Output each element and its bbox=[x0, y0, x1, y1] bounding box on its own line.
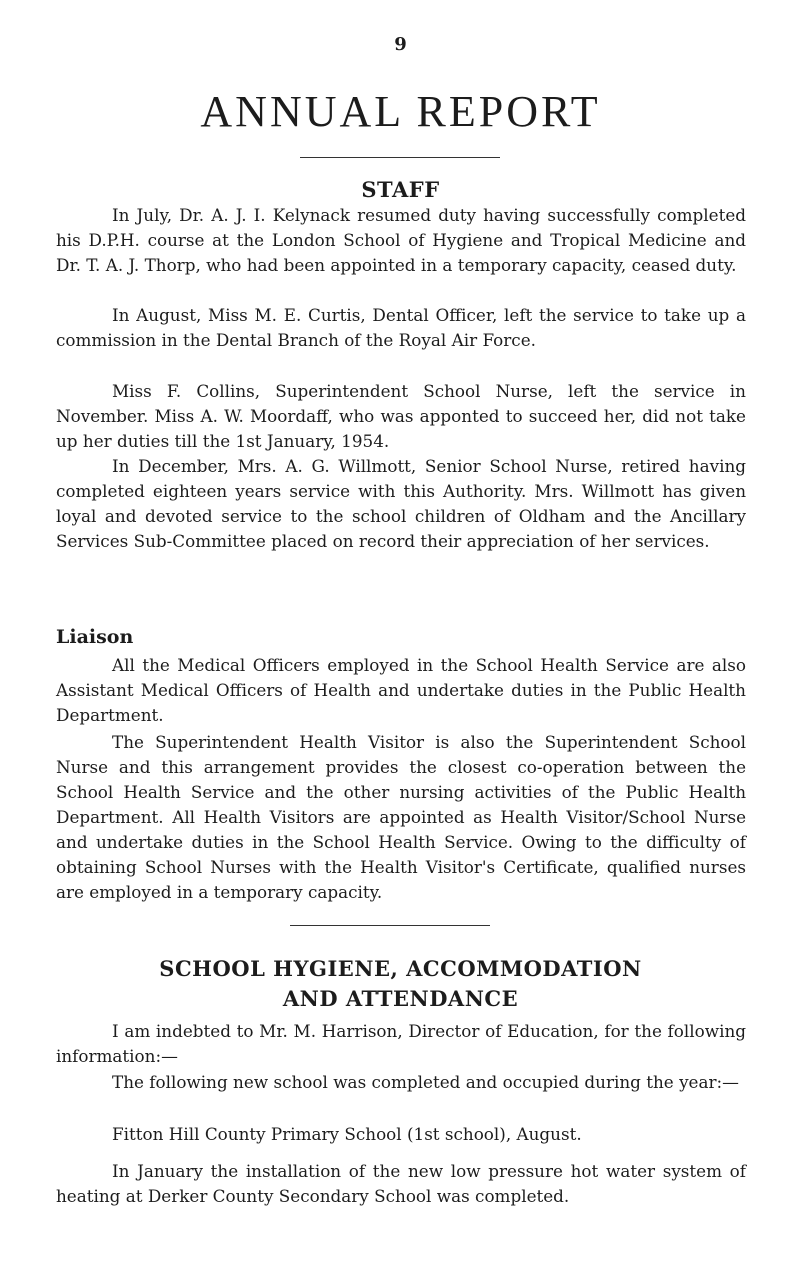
liaison-heading: Liaison bbox=[56, 626, 134, 648]
hygiene-paragraph: The following new school was completed and occupied during the year:— bbox=[112, 1072, 739, 1092]
page-number: 9 bbox=[394, 34, 407, 55]
hygiene-paragraph: In January the installation of the new low pressure hot water system of heating at Derker County Secondary School was completed. bbox=[56, 1161, 746, 1206]
staff-heading: STAFF bbox=[361, 177, 440, 202]
hygiene-paragraph: Fitton Hill County Primary School (1st school), August. bbox=[112, 1124, 582, 1144]
liaison-paragraph: All the Medical Officers employed in the School Health Service are also Assistant Medical Officers of Health and undertake duties in the Public Health Department. bbox=[56, 655, 746, 725]
hygiene-heading-line1: SCHOOL HYGIENE, ACCOMMODATION bbox=[159, 956, 642, 981]
staff-paragraph: In July, Dr. A. J. I. Kelynack resumed duty having successfully completed his D.P.H. course at the London School of Hygiene and Tropical Medicine and Dr. T. A. J. Thorp, who had been appointed in a temporary capacity, ceased duty. bbox=[56, 205, 746, 275]
hygiene-paragraph: I am indebted to Mr. M. Harrison, Director of Education, for the following information:— bbox=[56, 1021, 746, 1066]
hygiene-heading-line2: AND ATTENDANCE bbox=[282, 986, 519, 1011]
report-title: ANNUAL REPORT bbox=[200, 87, 601, 136]
divider bbox=[300, 157, 500, 158]
staff-paragraph: Miss F. Collins, Superintendent School Nurse, left the service in November. Miss A. W. Moordaff, who was apponted to succeed her, did not take up her duties till the 1st January, 1954. bbox=[56, 381, 746, 451]
divider bbox=[290, 925, 490, 926]
staff-paragraph: In August, Miss M. E. Curtis, Dental Officer, left the service to take up a commission in the Dental Branch of the Royal Air Force. bbox=[56, 305, 746, 350]
liaison-paragraph: The Superintendent Health Visitor is also the Superintendent School Nurse and this arrangement provides the closest co-operation between the School Health Service and the other nursing activities of the Public Health Department. All Health Visitors are appointed as Health Visitor/School Nurse and undertake duties in the School Health Service. Owing to the difficulty of obtaining School Nurses with the Health Visitor's Certificate, qualified nurses are employed in a temporary capacity. bbox=[56, 732, 746, 902]
staff-paragraph: In December, Mrs. A. G. Willmott, Senior School Nurse, retired having completed eighteen years service with this Authority. Mrs. Willmott has given loyal and devoted service to the school children of Oldham and the Ancillary Services Sub-Committee placed on record their appreciation of her services. bbox=[56, 456, 746, 551]
